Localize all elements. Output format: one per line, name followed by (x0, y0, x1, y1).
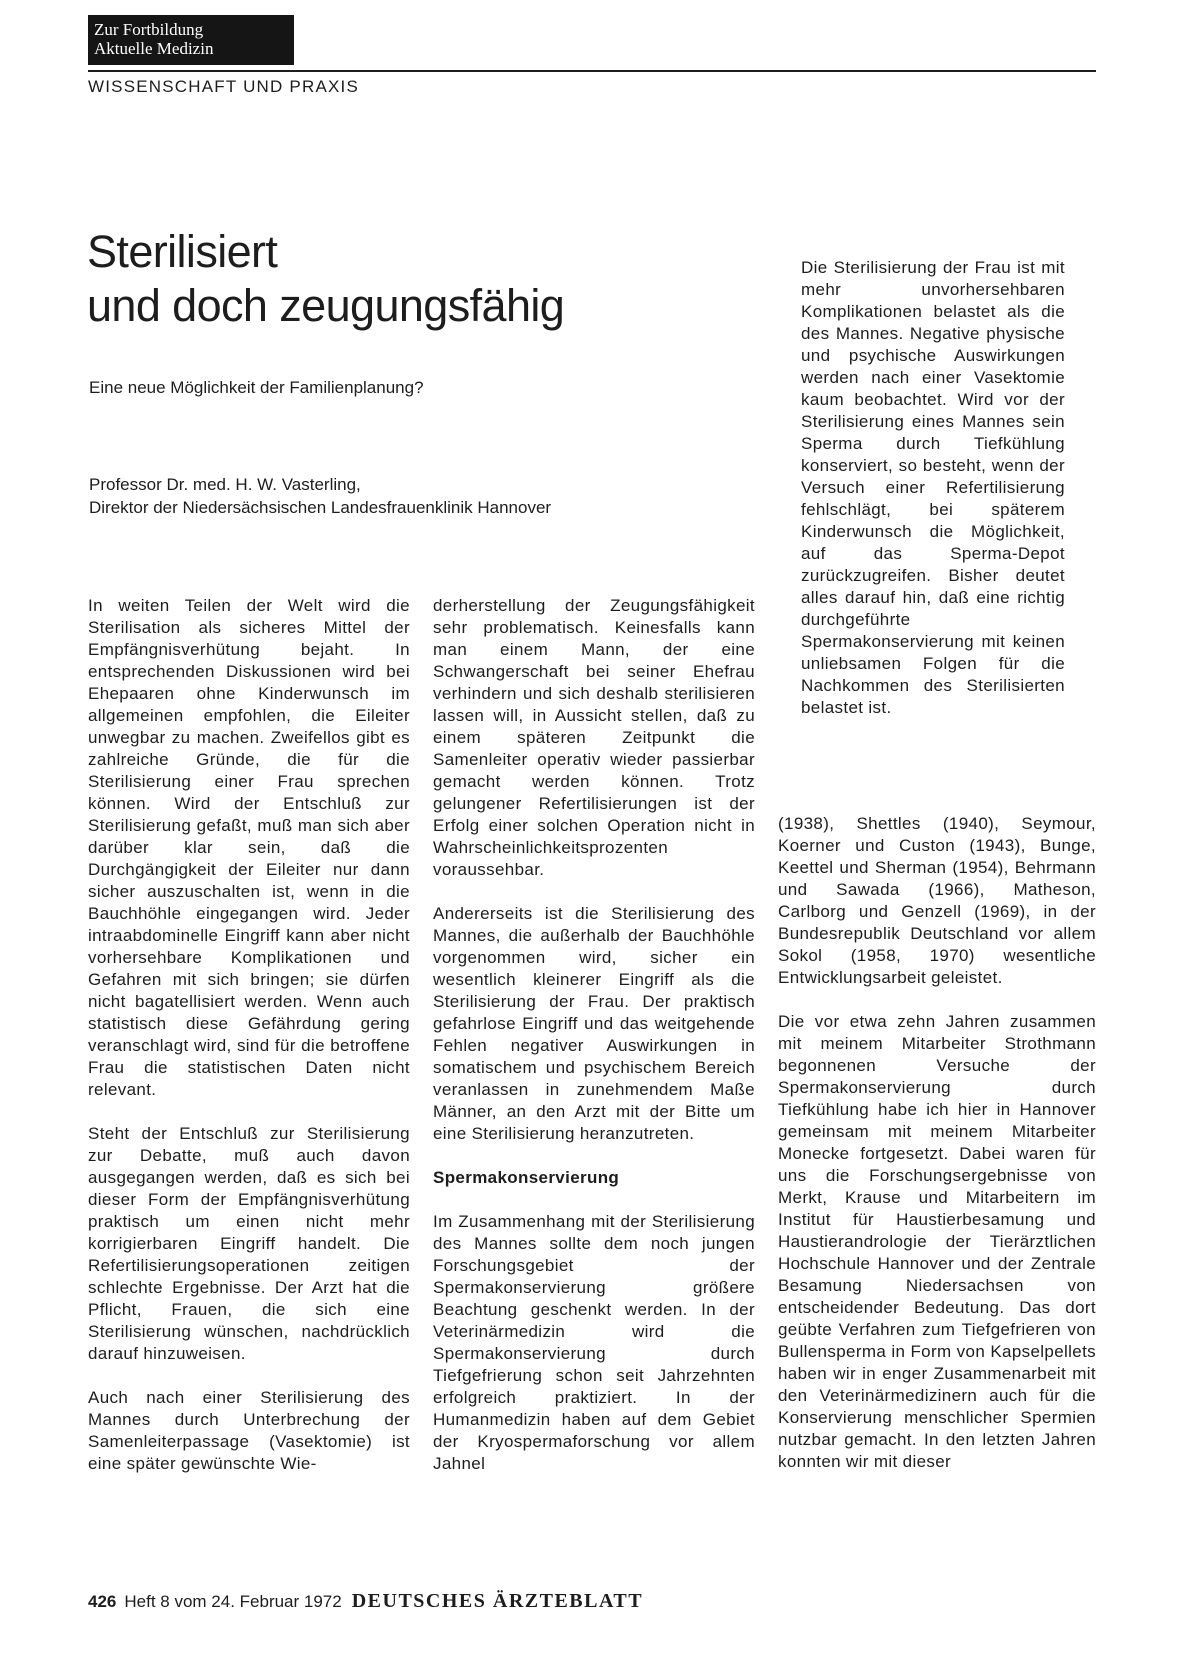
paragraph: In weiten Teilen der Welt wird die Sterilisation als sicheres Mittel der Empfängnisverhütung bejaht. In entsprechenden Diskussionen wird bei Ehepaaren ohne Kinderwunsch im allgemeinen empfohlen, die Eileiter unwegbar zu machen. Zweifellos gibt es zahlreiche Gründe, die für die Sterilisierung einer Frau sprechen können. Wird der Entschluß zur Sterilisierung gefaßt, muß man sich aber darüber klar sein, daß die Durchgängigkeit der Eileiter nur dann sicher auszuschalten ist, wenn in die Bauchhöhle eingegangen wird. Jeder intraabdominelle Eingriff kann aber nicht vorhersehbare Komplikationen und Gefahren mit sich bringen; sie dürfen nicht bagatellisiert werden. Wenn auch statistisch diese Gefährdung gering veranschlagt wird, sind für die betroffene Frau die statistischen Daten nicht relevant. (88, 596, 410, 1099)
author-name: Professor Dr. med. H. W. Vasterling, (89, 475, 361, 494)
paragraph: Die vor etwa zehn Jahren zusammen mit meinem Mitarbeiter Strothmann begonnenen Versuche der Spermakonservierung durch Tiefkühlung habe ich hier in Hannover gemeinsam mit meinem Mitarbeiter Monecke fortgesetzt. Dabei waren für uns die Forschungsergebnisse von Merkt, Krause und Mitarbeitern im Institut für Haustierbesamung und Haustierandrologie der Tierärztlichen Hochschule Hannover und der Zentrale Besamung Niedersachsen von entscheidender Bedeutung. Das dort geübte Verfahren zum Tiefgefrieren von Bullensperma in Form von Kapselpellets haben wir in enger Zusammenarbeit mit den Veterinärmedizinern auch für die Konservierung menschlicher Spermien nutzbar gemacht. In den letzten Jahren konnten wir mit dieser (778, 1012, 1096, 1471)
author-block (89, 473, 551, 519)
category-badge (88, 15, 294, 65)
title-line-2: und doch zeugungsfähig (87, 280, 565, 331)
text-column-3 (778, 813, 1096, 1495)
article-title (87, 225, 564, 333)
text-column-3-top (801, 257, 1065, 741)
paragraph: Steht der Entschluß zur Sterilisierung zur Debatte, muß auch davon ausgegangen werden, daß es sich bei dieser Form der Empfängnisverhütung praktisch um einen nicht mehr korrigierbaren Eingriff handelt. Die Refertilisierungsoperationen zeitigen schlechte Ergebnisse. Der Arzt hat die Pflicht, Frauen, die sich eine Sterilisierung wünschen, nachdrücklich darauf hinzuweisen. (88, 1124, 410, 1363)
article-subtitle: Eine neue Möglichkeit der Familienplanung? (89, 378, 424, 397)
header-rule (88, 70, 1096, 72)
paragraph: Die Sterilisierung der Frau ist mit mehr unvorhersehbaren Komplikationen belastet als die des Mannes. Negative physische und psychische Auswirkungen werden nach einer Vasektomie kaum beobachtet. Wird vor der Sterilisierung eines Mannes sein Sperma durch Tiefkühlung konserviert, so besteht, wenn der Versuch einer Refertilisierung fehlschlägt, bei späterem Kinderwunsch die Möglichkeit, auf das Sperma-Depot zurückzugreifen. Bisher deutet alles darauf hin, daß eine richtig durchgeführte Spermakonservierung mit keinen unliebsamen Folgen für die Nachkommen des Sterilisierten belastet ist. (801, 258, 1065, 717)
page-number: 426 (88, 1592, 117, 1611)
section-heading: Spermakonservierung (433, 1168, 620, 1187)
paragraph: (1938), Shettles (1940), Seymour, Koerner und Custon (1943), Bunge, Keettel und Sherman (1954), Behrmann und Sawada (1966), Matheson, Carlborg und Genzell (1969), in der Bundesrepublik Deutschland vor allem Sokol (1958, 1970) wesentliche Entwicklungsarbeit geleistet. (778, 814, 1096, 987)
journal-name: DEUTSCHES ÄRZTEBLATT (351, 1590, 644, 1612)
badge-line-1: Zur Fortbildung (94, 20, 204, 39)
text-column-2 (433, 595, 755, 1497)
title-line-1: Sterilisiert (87, 226, 278, 277)
paragraph: Im Zusammenhang mit der Sterilisierung des Mannes sollte dem noch jungen Forschungsgebiet der Spermakonservierung größere Beachtung geschenkt werden. In der Veterinärmedizin wird die Spermakonservierung durch Tiefgefrierung schon seit Jahrzehnten erfolgreich praktiziert. In der Humanmedizin haben auf dem Gebiet der Kryospermaforschung vor allem Jahnel (433, 1212, 755, 1473)
issue-info: Heft 8 vom 24. Februar 1972 (124, 1592, 342, 1611)
text-column-1 (88, 595, 410, 1497)
section-label: WISSENSCHAFT UND PRAXIS (88, 77, 359, 96)
author-affiliation: Direktor der Niedersächsischen Landesfrauenklinik Hannover (89, 498, 552, 517)
paragraph: derherstellung der Zeugungsfähigkeit sehr problematisch. Keinesfalls kann man einem Mann, der eine Schwangerschaft bei seiner Ehefrau verhindern und sich deshalb sterilisieren lassen will, in Aussicht stellen, daß zu einem späteren Zeitpunkt die Samenleiter operativ wieder passierbar gemacht werden können. Trotz gelungener Refertilisierungen ist der Erfolg einer solchen Operation nicht in Wahrscheinlichkeitsprozenten voraussehbar. (433, 596, 755, 879)
badge-line-2: Aktuelle Medizin (94, 39, 214, 58)
paragraph: Andererseits ist die Sterilisierung des Mannes, die außerhalb der Bauchhöhle vorgenommen wird, sicher ein wesentlich kleinerer Eingriff als die Sterilisierung der Frau. Der praktisch gefahrlose Eingriff und das weitgehende Fehlen negativer Auswirkungen in somatischem und psychischem Bereich veranlassen in zunehmendem Maße Männer, an den Arzt mit der Bitte um eine Sterilisierung heranzutreten. (433, 904, 755, 1143)
page-footer (88, 1590, 643, 1613)
paragraph: Auch nach einer Sterilisierung des Mannes durch Unterbrechung der Samenleiterpassage (Vasektomie) ist eine später gewünschte Wie- (88, 1388, 410, 1473)
